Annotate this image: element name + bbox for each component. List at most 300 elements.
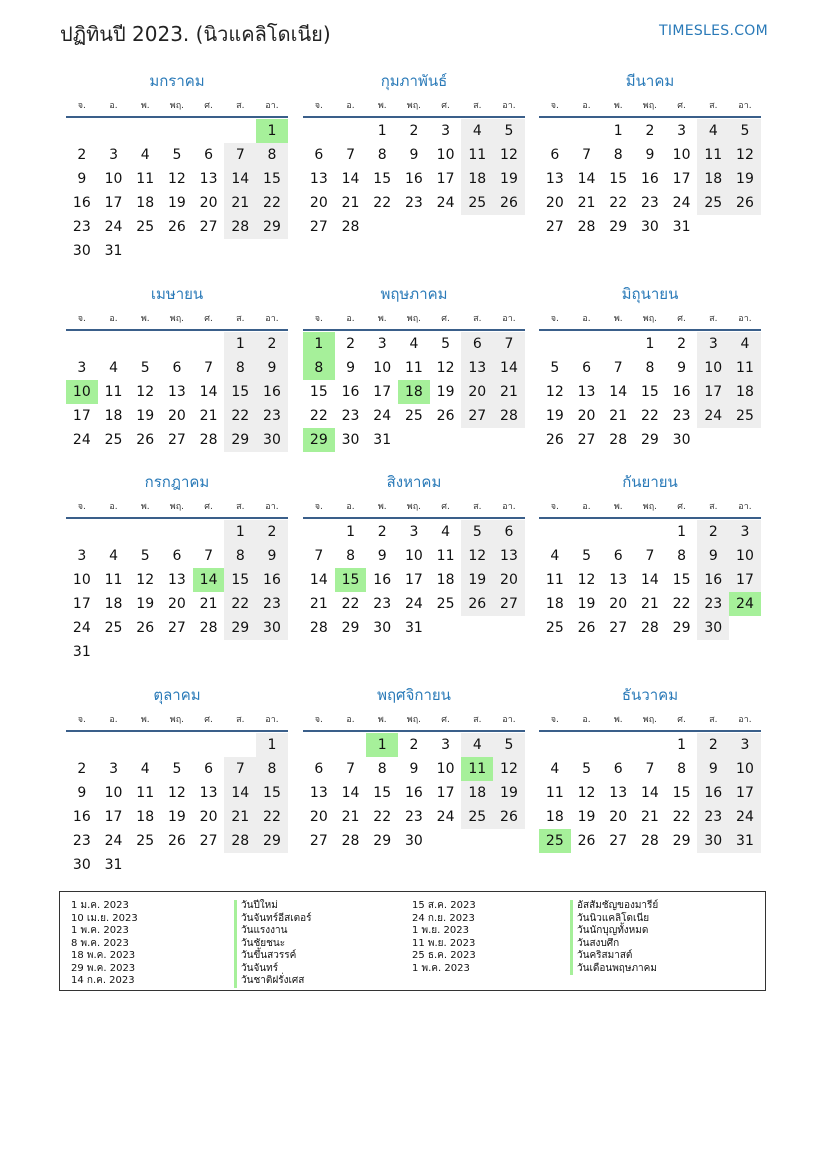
weekday-label: พฤ.	[406, 314, 422, 324]
day-cell: 15	[373, 785, 392, 801]
day-cell: 23	[697, 592, 729, 616]
day-cell: 9	[256, 356, 288, 380]
day-cell: 15	[373, 171, 392, 187]
day-cell: 15	[672, 572, 691, 588]
day-cell: 21	[309, 596, 328, 612]
legend-date: 14 ก.ค. 2023	[71, 975, 135, 986]
day-cell: 6	[582, 360, 591, 376]
day-cell: 19	[436, 384, 455, 400]
day-cell: 25	[136, 833, 155, 849]
day-cell: 22	[224, 404, 256, 428]
holiday-day: 10	[66, 380, 98, 404]
month-4	[66, 279, 288, 452]
empty-day	[335, 119, 367, 143]
empty-day	[98, 119, 130, 143]
day-cell: 7	[224, 143, 256, 167]
day-grid	[66, 732, 288, 877]
day-cell: 26	[577, 833, 596, 849]
month-8	[303, 467, 525, 640]
day-cell: 25	[104, 620, 123, 636]
day-cell: 14	[493, 356, 525, 380]
weekday-label: อ.	[582, 101, 591, 111]
empty-day	[539, 119, 571, 143]
weekday-label: อา.	[502, 715, 516, 725]
day-cell: 20	[309, 809, 328, 825]
day-cell: 21	[640, 596, 659, 612]
day-cell: 1	[346, 524, 355, 540]
legend-date: 24 ก.ย. 2023	[412, 912, 475, 924]
month-11	[303, 680, 525, 853]
weekday-label: อ.	[346, 502, 355, 512]
day-cell: 25	[461, 191, 493, 215]
empty-day	[303, 520, 335, 544]
empty-day	[193, 520, 225, 544]
day-cell: 5	[493, 733, 525, 757]
day-cell: 9	[256, 544, 288, 568]
day-cell: 22	[672, 596, 691, 612]
day-cell: 1	[677, 524, 687, 540]
day-cell: 1	[645, 336, 655, 352]
empty-day	[539, 733, 571, 757]
day-cell: 18	[697, 167, 729, 191]
weekday-label: อา.	[738, 502, 752, 512]
day-cell: 19	[577, 809, 596, 825]
day-cell: 25	[136, 219, 155, 235]
site-link[interactable]: TIMESLES.COM	[659, 23, 768, 39]
day-cell: 10	[436, 147, 455, 163]
day-cell: 30	[640, 219, 659, 235]
empty-day	[161, 332, 193, 356]
day-cell: 8	[256, 757, 288, 781]
empty-day	[303, 119, 335, 143]
day-cell: 29	[609, 219, 628, 235]
day-cell: 12	[577, 785, 596, 801]
empty-day	[129, 520, 161, 544]
day-cell: 28	[493, 404, 525, 428]
day-cell: 13	[461, 356, 493, 380]
empty-day	[66, 119, 98, 143]
empty-day	[193, 119, 225, 143]
day-cell: 2	[77, 147, 87, 163]
day-cell: 11	[136, 171, 155, 187]
empty-day	[602, 332, 634, 356]
day-cell: 23	[697, 805, 729, 829]
day-grid	[66, 519, 288, 664]
day-cell: 6	[314, 147, 324, 163]
day-cell: 3	[441, 123, 451, 139]
day-cell: 1	[677, 737, 687, 753]
holiday-day: 29	[303, 428, 335, 452]
empty-day	[193, 733, 225, 757]
day-cell: 13	[309, 171, 328, 187]
day-cell: 11	[697, 143, 729, 167]
day-cell: 23	[640, 195, 659, 211]
day-cell: 30	[672, 432, 691, 448]
empty-day	[224, 733, 256, 757]
holiday-day: 1	[256, 119, 288, 143]
weekday-label: จ.	[314, 502, 323, 512]
day-cell: 1	[256, 733, 288, 757]
day-cell: 28	[341, 219, 360, 235]
day-cell: 21	[199, 408, 218, 424]
legend-date: 1 พ.ค. 2023	[71, 925, 129, 936]
day-cell: 13	[577, 384, 596, 400]
day-cell: 22	[609, 195, 628, 211]
weekday-header	[539, 710, 761, 732]
weekday-label: พ.	[377, 101, 387, 111]
empty-day	[129, 332, 161, 356]
empty-day	[193, 332, 225, 356]
empty-day	[634, 520, 666, 544]
weekday-label: ส.	[236, 314, 245, 324]
legend-dates-col-2	[412, 900, 476, 975]
day-cell: 12	[167, 785, 186, 801]
day-cell: 22	[224, 592, 256, 616]
day-cell: 26	[729, 191, 761, 215]
empty-day	[571, 520, 603, 544]
empty-day	[66, 733, 98, 757]
weekday-label: ศ.	[204, 502, 213, 512]
day-cell: 23	[341, 408, 360, 424]
day-cell: 23	[72, 833, 91, 849]
day-cell: 14	[640, 572, 659, 588]
day-cell: 16	[72, 195, 91, 211]
weekday-label: พ.	[613, 715, 623, 725]
day-cell: 19	[136, 408, 155, 424]
day-cell: 19	[493, 167, 525, 191]
weekday-label: พ.	[613, 314, 623, 324]
day-cell: 12	[493, 757, 525, 781]
weekday-label: ศ.	[204, 314, 213, 324]
weekday-label: ศ.	[441, 101, 450, 111]
day-cell: 9	[77, 171, 87, 187]
day-cell: 24	[436, 195, 455, 211]
day-cell: 2	[346, 336, 355, 352]
weekday-label: พฤ.	[642, 101, 658, 111]
day-cell: 25	[404, 408, 423, 424]
day-cell: 30	[256, 428, 288, 452]
day-cell: 12	[545, 384, 564, 400]
day-grid	[539, 519, 761, 640]
day-cell: 24	[104, 833, 123, 849]
weekday-label: พ.	[377, 715, 387, 725]
day-cell: 6	[204, 147, 214, 163]
weekday-header	[66, 309, 288, 331]
day-cell: 13	[167, 384, 186, 400]
day-cell: 7	[582, 147, 591, 163]
weekday-label: พฤ.	[169, 715, 185, 725]
day-cell: 31	[729, 829, 761, 853]
day-cell: 29	[672, 833, 691, 849]
day-cell: 5	[550, 360, 560, 376]
day-cell: 28	[199, 432, 218, 448]
legend-date: 11 พ.ย. 2023	[412, 937, 476, 949]
day-cell: 16	[256, 380, 288, 404]
weekday-label: อ.	[109, 502, 118, 512]
weekday-label: ศ.	[677, 715, 686, 725]
weekday-label: พ.	[140, 101, 150, 111]
day-cell: 31	[373, 432, 392, 448]
legend-date: 15 ส.ค. 2023	[412, 900, 476, 911]
month-2	[303, 66, 525, 239]
month-name: มิถุนายน	[621, 285, 679, 303]
day-cell: 26	[136, 620, 155, 636]
day-cell: 16	[404, 171, 423, 187]
legend-names-col-2	[570, 900, 658, 975]
day-cell: 28	[341, 833, 360, 849]
day-cell: 6	[172, 548, 182, 564]
weekday-label: พ.	[377, 314, 387, 324]
weekday-label: พ.	[613, 101, 623, 111]
weekday-label: จ.	[77, 101, 86, 111]
day-cell: 28	[309, 620, 328, 636]
holiday-day: 18	[398, 380, 430, 404]
day-cell: 4	[409, 336, 419, 352]
weekday-label: ส.	[473, 502, 482, 512]
weekday-label: ศ.	[677, 101, 686, 111]
empty-day	[129, 119, 161, 143]
day-cell: 16	[640, 171, 659, 187]
weekday-label: อ.	[582, 314, 591, 324]
page-title: ปฏิทินปี 2023. (นิวแคลิโดเนีย)	[60, 22, 331, 46]
empty-day	[571, 119, 603, 143]
day-cell: 8	[645, 360, 655, 376]
day-cell: 8	[224, 356, 256, 380]
day-cell: 12	[167, 171, 186, 187]
day-cell: 1	[224, 332, 256, 356]
day-cell: 21	[341, 195, 360, 211]
day-cell: 16	[404, 785, 423, 801]
day-cell: 3	[77, 360, 87, 376]
legend-date: 29 พ.ค. 2023	[71, 962, 136, 974]
day-cell: 5	[729, 119, 761, 143]
day-cell: 31	[72, 644, 91, 660]
month-name: ตุลาคม	[153, 686, 201, 704]
day-cell: 19	[136, 596, 155, 612]
day-cell: 6	[314, 761, 324, 777]
day-cell: 20	[309, 195, 328, 211]
day-cell: 13	[309, 785, 328, 801]
weekday-label: ส.	[709, 715, 718, 725]
day-cell: 9	[377, 548, 387, 564]
day-cell: 25	[104, 432, 123, 448]
day-cell: 23	[373, 596, 392, 612]
day-cell: 9	[409, 761, 419, 777]
day-cell: 17	[436, 171, 455, 187]
weekday-label: พ.	[613, 502, 623, 512]
day-grid	[66, 331, 288, 452]
legend-holiday-name: วันปีใหม่	[234, 900, 312, 913]
weekday-label: จ.	[77, 502, 86, 512]
day-cell: 6	[172, 360, 182, 376]
day-cell: 20	[199, 809, 218, 825]
day-cell: 14	[224, 167, 256, 191]
empty-day	[335, 733, 367, 757]
weekday-label: อา.	[265, 502, 279, 512]
day-cell: 19	[577, 596, 596, 612]
empty-day	[303, 733, 335, 757]
day-cell: 20	[199, 195, 218, 211]
day-cell: 30	[72, 857, 91, 873]
day-cell: 11	[729, 356, 761, 380]
holiday-day: 8	[303, 356, 335, 380]
weekday-label: อา.	[738, 314, 752, 324]
day-cell: 5	[172, 761, 182, 777]
weekday-label: พ.	[140, 715, 150, 725]
day-cell: 23	[256, 592, 288, 616]
day-cell: 17	[373, 384, 392, 400]
day-grid	[303, 732, 525, 853]
day-cell: 27	[309, 833, 328, 849]
day-cell: 21	[577, 195, 596, 211]
day-cell: 10	[697, 356, 729, 380]
day-cell: 10	[72, 572, 91, 588]
day-cell: 15	[672, 785, 691, 801]
day-cell: 18	[136, 809, 155, 825]
weekday-label: ศ.	[204, 715, 213, 725]
holiday-day: 11	[461, 757, 493, 781]
holiday-day: 25	[539, 829, 571, 853]
legend-date: 18 พ.ค. 2023	[71, 950, 136, 961]
day-cell: 7	[645, 761, 655, 777]
day-cell: 4	[140, 761, 150, 777]
day-cell: 14	[577, 171, 596, 187]
empty-day	[98, 520, 130, 544]
day-cell: 7	[224, 757, 256, 781]
weekday-header	[66, 96, 288, 118]
weekday-label: อา.	[738, 715, 752, 725]
empty-day	[571, 332, 603, 356]
empty-day	[539, 520, 571, 544]
day-cell: 31	[104, 243, 123, 259]
day-cell: 27	[309, 219, 328, 235]
day-cell: 7	[613, 360, 623, 376]
day-cell: 25	[436, 596, 455, 612]
day-cell: 21	[341, 809, 360, 825]
empty-day	[571, 733, 603, 757]
day-cell: 30	[373, 620, 392, 636]
day-cell: 19	[545, 408, 564, 424]
day-cell: 10	[104, 785, 123, 801]
day-cell: 26	[167, 833, 186, 849]
empty-day	[129, 733, 161, 757]
day-cell: 6	[613, 761, 623, 777]
month-3	[539, 66, 761, 239]
empty-day	[161, 733, 193, 757]
day-cell: 30	[72, 243, 91, 259]
legend-names-col-1	[234, 900, 312, 988]
weekday-label: ส.	[709, 101, 718, 111]
day-cell: 3	[109, 761, 118, 777]
legend-holiday-name: วันเดือนพฤษภาคม	[570, 963, 658, 976]
weekday-label: อ.	[109, 101, 118, 111]
day-cell: 8	[377, 761, 387, 777]
day-cell: 23	[404, 809, 423, 825]
weekday-label: พฤ.	[642, 715, 658, 725]
day-cell: 9	[645, 147, 655, 163]
day-cell: 22	[341, 596, 360, 612]
day-cell: 5	[172, 147, 182, 163]
day-cell: 20	[167, 596, 186, 612]
day-cell: 9	[697, 544, 729, 568]
day-cell: 20	[545, 195, 564, 211]
day-cell: 18	[104, 408, 123, 424]
weekday-header	[303, 309, 525, 331]
month-name: ธันวาคม	[621, 686, 679, 704]
day-cell: 21	[224, 805, 256, 829]
day-cell: 13	[545, 171, 564, 187]
day-cell: 29	[256, 829, 288, 853]
day-cell: 7	[204, 360, 214, 376]
legend-holiday-name: วันชัยชนะ	[234, 938, 312, 951]
weekday-label: พฤ.	[169, 502, 185, 512]
day-cell: 9	[409, 147, 419, 163]
legend-date: 10 เม.ย. 2023	[71, 912, 138, 924]
weekday-label: อา.	[738, 101, 752, 111]
legend-holiday-name: วันนิวแคลิโดเนีย	[570, 913, 658, 926]
day-cell: 12	[436, 360, 455, 376]
day-cell: 20	[493, 568, 525, 592]
day-cell: 13	[609, 785, 628, 801]
month-name: มีนาคม	[625, 72, 675, 90]
day-cell: 21	[199, 596, 218, 612]
day-cell: 25	[697, 191, 729, 215]
day-cell: 8	[346, 548, 355, 564]
day-cell: 27	[609, 833, 628, 849]
day-cell: 24	[697, 404, 729, 428]
day-cell: 11	[436, 548, 455, 564]
day-cell: 27	[545, 219, 564, 235]
day-cell: 22	[373, 195, 392, 211]
legend-holiday-name: วันขึ้นสวรรค์	[234, 950, 312, 963]
day-cell: 9	[346, 360, 355, 376]
day-cell: 6	[550, 147, 560, 163]
month-5	[303, 279, 525, 452]
day-cell: 4	[550, 761, 560, 777]
day-cell: 3	[729, 733, 761, 757]
day-cell: 1	[377, 123, 387, 139]
weekday-label: พ.	[140, 314, 150, 324]
day-cell: 8	[677, 548, 687, 564]
weekday-label: อ.	[582, 502, 591, 512]
day-cell: 11	[104, 384, 123, 400]
day-cell: 16	[672, 384, 691, 400]
day-cell: 27	[167, 620, 186, 636]
legend-holiday-name: วันชาติฝรั่งเศส	[234, 975, 312, 988]
day-cell: 30	[697, 616, 729, 640]
day-cell: 28	[224, 215, 256, 239]
day-cell: 1	[613, 123, 623, 139]
day-cell: 15	[309, 384, 328, 400]
day-cell: 17	[436, 785, 455, 801]
day-cell: 7	[346, 761, 355, 777]
day-cell: 2	[256, 332, 288, 356]
day-cell: 4	[550, 548, 560, 564]
day-cell: 15	[224, 380, 256, 404]
day-cell: 15	[609, 171, 628, 187]
empty-day	[634, 733, 666, 757]
day-cell: 12	[136, 384, 155, 400]
day-cell: 22	[309, 408, 328, 424]
day-cell: 17	[72, 408, 91, 424]
day-cell: 6	[461, 332, 493, 356]
day-cell: 8	[613, 147, 623, 163]
day-cell: 29	[672, 620, 691, 636]
day-cell: 29	[373, 833, 392, 849]
day-cell: 12	[729, 143, 761, 167]
day-cell: 31	[672, 219, 691, 235]
day-cell: 10	[104, 171, 123, 187]
